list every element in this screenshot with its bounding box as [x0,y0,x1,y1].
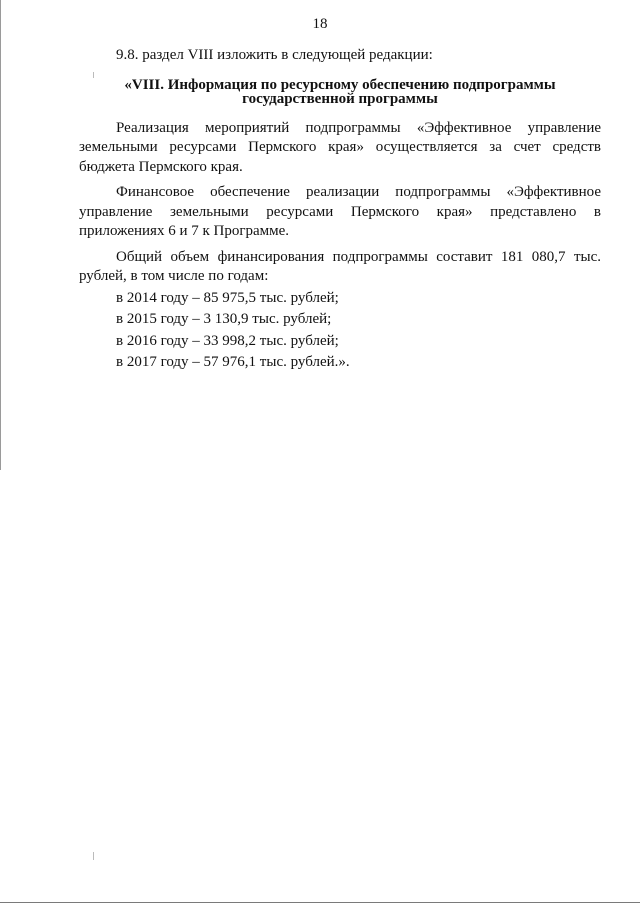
scan-speck [93,852,94,860]
scan-edge-bottom [0,902,640,903]
section-heading-line-2: государственной программы [242,90,438,107]
list-item: в 2014 году – 85 975,5 тыс. рублей; [116,289,339,306]
paragraph-financial-support: Финансовое обеспечение реализации подпрограммы «Эффективное управление земельными ресурсами Пермского края» представлено в приложениях 6 и 7 к Программе. [79,184,601,239]
document-body [79,46,601,375]
list-item: в 2016 году – 33 998,2 тыс. рублей; [116,332,339,349]
funding-by-year-list [79,289,601,373]
list-item: в 2017 году – 57 976,1 тыс. рублей.». [116,354,350,370]
section-heading-line-1: «VIII. Информация по ресурсному обеспечению подпрограммы [124,76,556,93]
paragraph-funding-source: Реализация мероприятий подпрограммы «Эффективное управление земельными ресурсами Пермского края» осуществляется за счет средств бюджета Пермского края. [79,119,601,175]
section-heading [79,78,601,106]
scan-edge-left [0,0,1,470]
amendment-instruction: 9.8. раздел VIII изложить в следующей редакции: [116,47,433,63]
paragraph-total-volume: Общий объем финансирования подпрограммы составит 181 080,7 тыс. рублей, в том числе по годам: [79,248,601,284]
page-number: 18 [312,16,328,32]
list-item: в 2015 году – 3 130,9 тыс. рублей; [116,311,332,327]
